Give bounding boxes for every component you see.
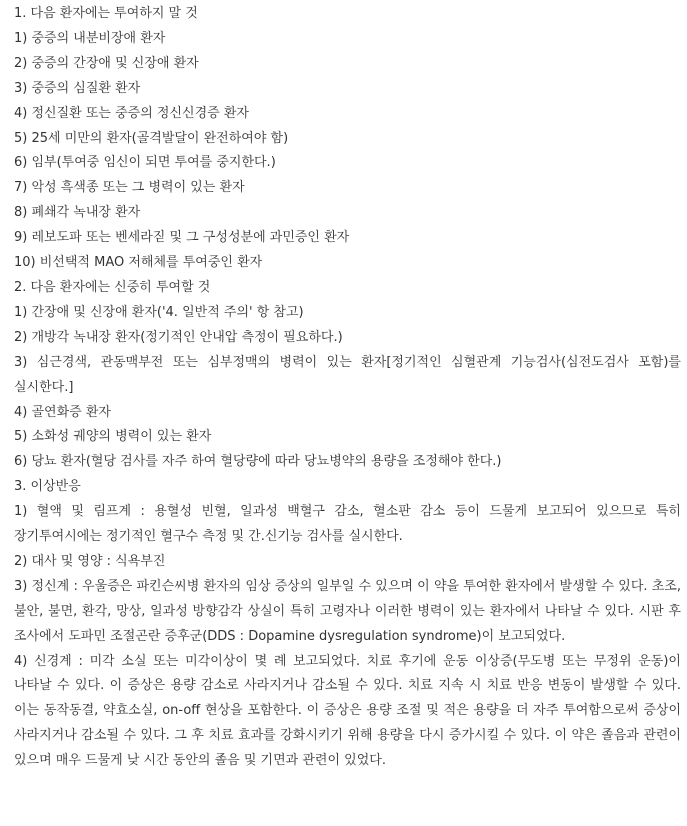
list-item: 5) 소화성 궤양의 병력이 있는 환자 [14, 429, 212, 445]
list-item: 10) 비선택적 MAO 저해체를 투여중인 환자 [14, 255, 263, 271]
list-item: 4) 골연화증 환자 [14, 404, 111, 420]
list-item: 1) 혈액 및 림프계 : 용혈성 빈혈, 일과성 백혈구 감소, 혈소판 감소 등이 드물게 보고되어 있으므로 특히 장기투여시에는 정기적인 혈구수 측정 및 간.신기능 검사를 실시한다. [14, 504, 681, 545]
section-heading-cautions: 2. 다음 환자에는 신중히 투여할 것 [14, 279, 211, 295]
list-item: 3) 중증의 심질환 환자 [14, 80, 141, 96]
list-item: 3) 심근경색, 관동맥부전 또는 심부정맥의 병력이 있는 환자[정기적인 심혈관계 기능검사(심전도검사 포함)를 실시한다.] [14, 354, 681, 395]
list-item: 5) 25세 미만의 환자(골격발달이 완전하여야 함) [14, 130, 289, 146]
list-item: 6) 당뇨 환자(혈당 검사를 자주 하여 혈당량에 따라 당뇨병약의 용량을 조정해야 한다.) [14, 454, 502, 470]
list-item: 7) 악성 흑색종 또는 그 병력이 있는 환자 [14, 180, 245, 196]
section-heading-adverse-reactions: 3. 이상반응 [14, 479, 81, 495]
section-heading-contraindications: 1. 다음 환자에는 투여하지 말 것 [14, 6, 198, 21]
list-item: 1) 중증의 내분비장애 환자 [14, 30, 166, 46]
list-item: 2) 중증의 간장애 및 신장애 환자 [14, 55, 199, 71]
list-item: 2) 개방각 녹내장 환자(정기적인 안내압 측정이 필요하다.) [14, 329, 343, 345]
list-item: 1) 간장애 및 신장애 환자('4. 일반적 주의' 항 참고) [14, 304, 304, 320]
list-item: 2) 대사 및 영양 : 식욕부진 [14, 553, 166, 569]
list-item: 8) 폐쇄각 녹내장 환자 [14, 205, 141, 221]
list-item: 9) 레보도파 또는 벤세라짇 및 그 구성성분에 과민증인 환자 [14, 230, 350, 246]
list-item: 3) 정신계 : 우울증은 파킨슨씨병 환자의 임상 증상의 일부일 수 있으며 이 약을 투여한 환자에서 발생할 수 있다. 초조, 불안, 불면, 환각, 망상, 일과성 방향감각 상실이 특히 고령자나 이러한 병력이 있는 환자에서 나타날 수 있다. 시판 후 조사에서 도파민 조절곤란 증후군(DDS : Dopamine dysregulation syndrome)이 보고되었다. [14, 578, 681, 644]
list-item: 4) 정신질환 또는 중증의 정신신경증 환자 [14, 105, 249, 121]
list-item: 6) 임부(투여중 임신이 되면 투여를 중지한다.) [14, 155, 276, 171]
list-item: 4) 신경계 : 미각 소실 또는 미각이상이 몇 례 보고되었다. 치료 후기에 운동 이상증(무도병 또는 무정위 운동)이 나타날 수 있다. 이 증상은 용량 감소로 사라지거나 감소될 수 있다. 치료 지속 시 치료 반응 변동이 발생할 수 있다. 이는 동작동결, 약효소실, on-off 현상을 포함한다. 이 증상은 용량 조절 및 적은 용량을 더 자주 투여함으로써 증상이 사라지거나 감소될 수 있다. 그 후 치료 효과를 강화시키기 위해 용량을 다시 증가시킬 수 있다. 이 약은 졸음과 관련이 있으며 매우 드물게 낮 시간 동안의 졸음 및 기면과 관련이 있었다. [14, 653, 681, 769]
